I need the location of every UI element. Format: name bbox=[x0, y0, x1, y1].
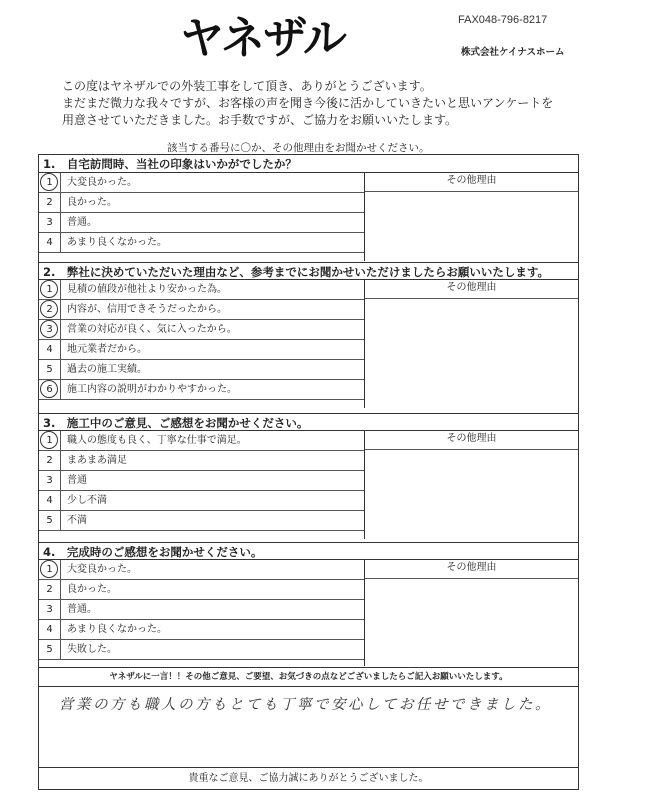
option-label: 良かった。 bbox=[67, 584, 117, 595]
option-label: 過去の施工実績。 bbox=[67, 364, 147, 375]
option-label: 職人の態度も良く、丁寧な仕事で満足。 bbox=[67, 435, 247, 446]
option-row[interactable] bbox=[39, 640, 364, 660]
fax-number: FAX048-796-8217 bbox=[458, 14, 548, 26]
option-number: 4 bbox=[39, 620, 61, 639]
option-label: 普通。 bbox=[67, 217, 97, 228]
option-row[interactable] bbox=[39, 560, 364, 580]
other-reason-label: その他理由 bbox=[446, 562, 497, 573]
circle-mark bbox=[40, 280, 58, 298]
intro-line-2: まだまだ微力な我々ですが、お客様の声を聞き今後に活かしていきたいと思いアンケートを bbox=[62, 96, 554, 110]
option-number: 4 bbox=[39, 233, 61, 252]
option-row[interactable] bbox=[39, 380, 364, 400]
option-label: 営業の対応が良く、気に入ったから。 bbox=[67, 324, 237, 335]
other-reason-label: その他理由 bbox=[446, 282, 497, 293]
option-label: 不満 bbox=[67, 515, 87, 526]
option-label: 良かった。 bbox=[67, 197, 117, 208]
divider bbox=[365, 298, 578, 299]
option-number: 1 bbox=[39, 280, 61, 299]
option-row[interactable] bbox=[39, 620, 364, 640]
option-row[interactable] bbox=[39, 511, 364, 531]
section-3-options bbox=[39, 431, 364, 531]
other-reason-box[interactable] bbox=[364, 280, 578, 408]
option-row[interactable] bbox=[39, 580, 364, 600]
option-label: まあまあ満足 bbox=[67, 455, 127, 466]
closing-message: 貴重なご意見、ご協力誠にありがとうございました。 bbox=[39, 767, 578, 789]
option-label: 少し不満 bbox=[67, 495, 107, 506]
option-label: 普通 bbox=[67, 475, 87, 486]
circle-mark bbox=[40, 320, 58, 338]
option-row[interactable] bbox=[39, 213, 364, 233]
other-reason-label: その他理由 bbox=[446, 433, 497, 444]
other-reason-box[interactable] bbox=[364, 560, 578, 666]
yanezaru-logo: ヤネザル bbox=[180, 13, 345, 64]
option-row[interactable] bbox=[39, 193, 364, 213]
circle-mark bbox=[40, 431, 58, 449]
instruction-text: 該当する番号に〇か、その他理由をお聞かせください。 bbox=[167, 142, 430, 154]
comment-prompt: ヤネザルに一言！！その他ご意見、ご要望、お気づきの点などございましたらご記入お願いいたします。 bbox=[39, 667, 578, 687]
other-reason-label: その他理由 bbox=[446, 175, 497, 186]
option-label: 失敗した。 bbox=[67, 644, 117, 655]
divider bbox=[365, 449, 578, 450]
option-row[interactable] bbox=[39, 233, 364, 253]
circle-mark bbox=[40, 560, 58, 578]
option-number: 5 bbox=[39, 640, 61, 659]
option-row[interactable] bbox=[39, 173, 364, 193]
option-row[interactable] bbox=[39, 471, 364, 491]
option-number: 6 bbox=[39, 380, 61, 399]
option-label: 見積の値段が他社より安かった為。 bbox=[67, 284, 227, 295]
option-number: 5 bbox=[39, 511, 61, 530]
option-row[interactable] bbox=[39, 340, 364, 360]
option-number: 1 bbox=[39, 560, 61, 579]
section-1 bbox=[39, 155, 578, 261]
section-4-options bbox=[39, 560, 364, 660]
survey-form bbox=[38, 154, 579, 790]
divider bbox=[365, 191, 578, 192]
option-number: 2 bbox=[39, 580, 61, 599]
section-1-options bbox=[39, 173, 364, 253]
circle-mark bbox=[40, 173, 58, 191]
option-number: 1 bbox=[39, 173, 61, 192]
section-3 bbox=[39, 413, 578, 539]
intro-text bbox=[62, 78, 622, 129]
option-number: 4 bbox=[39, 491, 61, 510]
option-label: 普通。 bbox=[67, 604, 97, 615]
section-2 bbox=[39, 262, 578, 408]
option-number: 3 bbox=[39, 471, 61, 490]
option-number: 2 bbox=[39, 451, 61, 470]
option-row[interactable] bbox=[39, 320, 364, 340]
option-number: 3 bbox=[39, 320, 61, 339]
section-4 bbox=[39, 542, 578, 666]
handwritten-comment[interactable]: 営業の方も職人の方もとても丁寧で安心してお任せできました。 bbox=[59, 697, 552, 713]
section-3-title: 3. 施工中のご意見、ご感想をお聞かせください。 bbox=[39, 413, 578, 431]
option-label: あまり良くなかった。 bbox=[67, 624, 167, 635]
intro-line-3: 用意させていただきました。お手数ですが、ご協力をお願いいたします。 bbox=[62, 113, 458, 127]
other-reason-box[interactable] bbox=[364, 173, 578, 261]
option-number: 2 bbox=[39, 300, 61, 319]
option-number: 5 bbox=[39, 360, 61, 379]
option-row[interactable] bbox=[39, 360, 364, 380]
option-row[interactable] bbox=[39, 431, 364, 451]
option-label: 大変良かった。 bbox=[67, 177, 137, 188]
other-reason-box[interactable] bbox=[364, 431, 578, 539]
option-row[interactable] bbox=[39, 280, 364, 300]
option-label: 施工内容の説明がわかりやすかった。 bbox=[67, 384, 237, 395]
option-number: 2 bbox=[39, 193, 61, 212]
circle-mark bbox=[40, 300, 58, 318]
option-number: 3 bbox=[39, 213, 61, 232]
option-number: 4 bbox=[39, 340, 61, 359]
section-2-title: 2. 弊社に決めていただいた理由など、参考までにお聞かせいただけましたらお願いいたします。 bbox=[39, 262, 578, 280]
circle-mark bbox=[40, 380, 58, 398]
option-number: 3 bbox=[39, 600, 61, 619]
option-row[interactable] bbox=[39, 491, 364, 511]
section-2-options bbox=[39, 280, 364, 400]
option-row[interactable] bbox=[39, 600, 364, 620]
intro-line-1: この度はヤネザルでの外装工事をして頂き、ありがとうございます。 bbox=[62, 79, 432, 93]
divider bbox=[365, 578, 578, 579]
section-4-title: 4. 完成時のご感想をお聞かせください。 bbox=[39, 542, 578, 560]
company-name: 株式会社ケイナスホーム bbox=[461, 47, 565, 58]
option-row[interactable] bbox=[39, 451, 364, 471]
option-row[interactable] bbox=[39, 300, 364, 320]
section-1-title: 1. 自宅訪問時、当社の印象はいかがでしたか？ bbox=[39, 155, 578, 173]
option-label: あまり良くなかった。 bbox=[67, 237, 167, 248]
option-number: 1 bbox=[39, 431, 61, 450]
option-label: 内容が、信用できそうだったから。 bbox=[67, 304, 227, 315]
option-label: 地元業者だから。 bbox=[67, 344, 147, 355]
option-label: 大変良かった。 bbox=[67, 564, 137, 575]
